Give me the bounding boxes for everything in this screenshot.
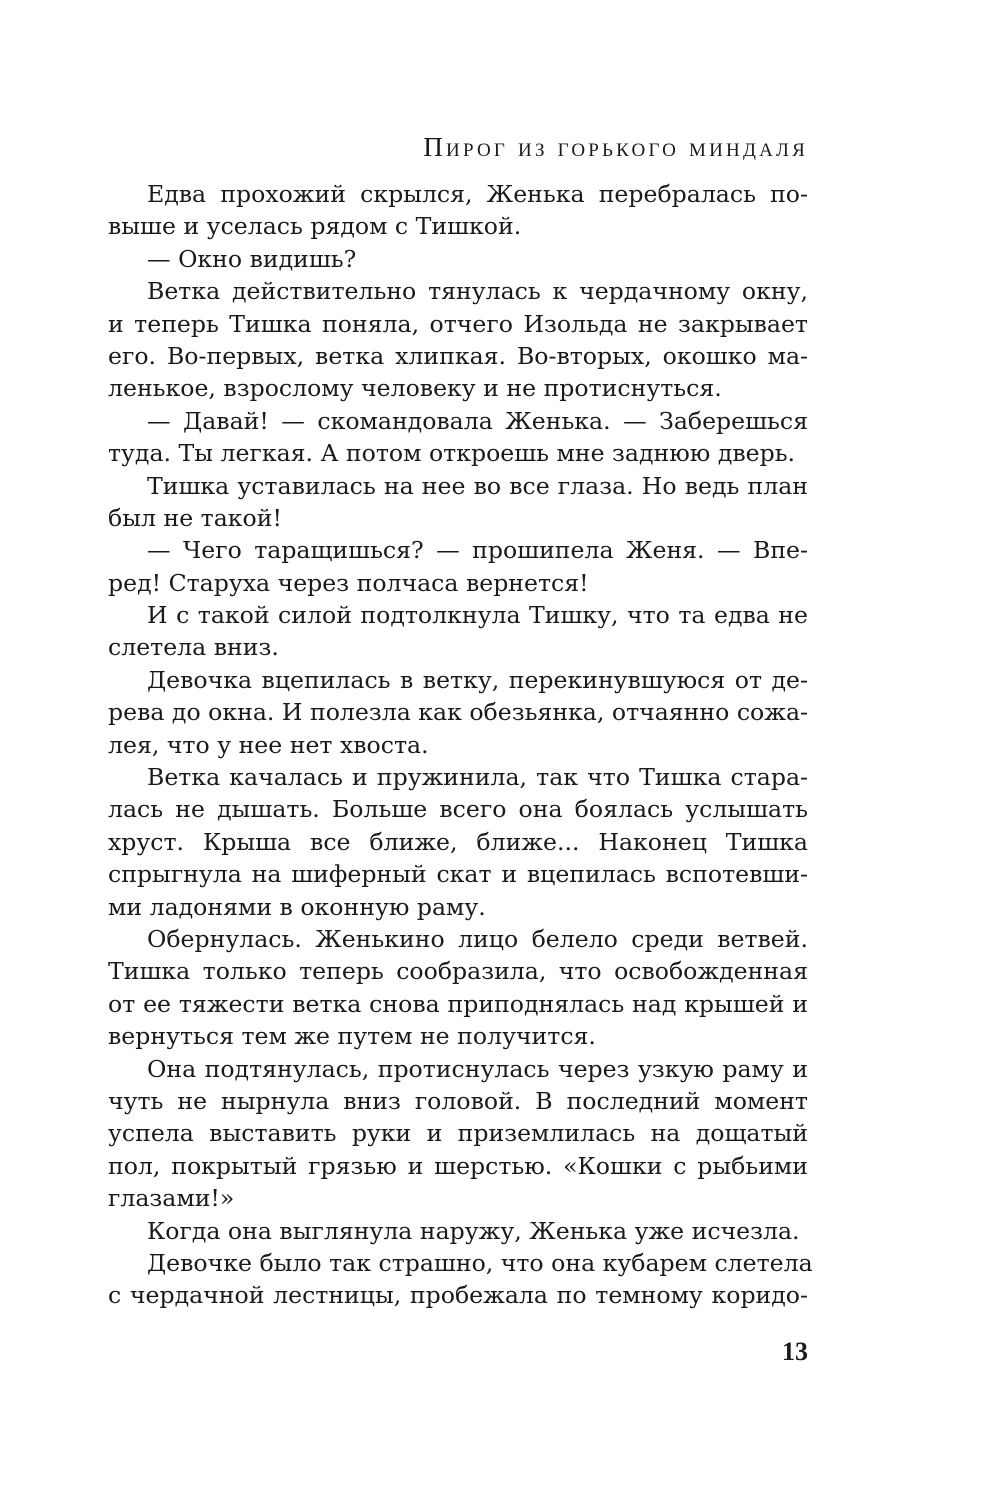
text-line: — Чего таращишься? — прошипела Женя. — Впе- <box>147 536 808 565</box>
text-line: — Давай! — скомандовала Женька. — Заберешься <box>147 406 808 435</box>
text-line: выше и уселась рядом с Тишкой. <box>108 212 522 241</box>
text-line: Тишка уставилась на нее во все глаза. Но ведь план <box>147 471 808 500</box>
body-text <box>108 178 813 1312</box>
text-line: Едва прохожий скрылся, Женька перебралась по- <box>147 180 808 208</box>
text-line: туда. Ты легкая. А потом откроешь мне заднюю дверь. <box>108 439 796 468</box>
text-line: вернуться тем же путем не получится. <box>108 1022 596 1051</box>
text-line: — Окно видишь? <box>147 244 357 273</box>
text-line: лея, что у нее нет хвоста. <box>108 730 429 759</box>
text-line: ред! Старуха через полчаса вернется! <box>108 568 589 597</box>
text-line: Ветка действительно тянулась к чердачному окну, <box>147 277 808 306</box>
text-line: его. Во-первых, ветка хлипкая. Во-вторых, окошко ма- <box>108 341 808 370</box>
text-line: ми ладонями в оконную раму. <box>108 892 486 921</box>
text-line: хруст. Крыша все ближе, ближе... Наконец Тишка <box>108 827 808 856</box>
text-line: ленькое, взрослому человеку и не протиснуться. <box>108 374 722 403</box>
text-line: Обернулась. Женькино лицо белело среди ветвей. <box>147 924 808 953</box>
text-line: Ветка качалась и пружинила, так что Тишка стара- <box>147 763 808 792</box>
text-line: Тишка только теперь сообразила, что освобожденная <box>108 957 808 986</box>
page-number: 13 <box>782 1337 808 1366</box>
text-line: рева до окна. И полезла как обезьянка, отчаянно сожа- <box>108 698 808 727</box>
text-line: пол, покрытый грязью и шерстью. «Кошки с рыбьими <box>108 1151 808 1180</box>
text-line: успела выставить руки и приземлилась на дощатый <box>108 1119 808 1148</box>
text-line: слетела вниз. <box>108 633 279 662</box>
text-line: И с такой силой подтолкнула Тишку, что та едва не <box>147 601 808 630</box>
text-line: был не такой! <box>108 503 282 532</box>
text-line: глазами!» <box>108 1184 235 1213</box>
text-line: Она подтянулась, протиснулась через узкую раму и <box>147 1054 808 1083</box>
text-line: чуть не нырнула вниз головой. В последний момент <box>108 1086 808 1115</box>
text-line: Девочка вцепилась в ветку, перекинувшуюся от де- <box>147 665 808 694</box>
text-line: и теперь Тишка поняла, отчего Изольда не закрывает <box>108 309 808 338</box>
text-line: от ее тяжести ветка снова приподнялась над крышей и <box>108 989 808 1018</box>
text-line: с чердачной лестницы, пробежала по темному коридо- <box>108 1281 808 1310</box>
text-line: лась не дышать. Больше всего она боялась услышать <box>108 795 808 824</box>
running-header: Пирог из горького миндаля <box>423 132 808 162</box>
text-line: спрыгнула на шиферный скат и вцепилась вспотевши- <box>108 860 808 889</box>
text-line: Когда она выглянула наружу, Женька уже исчезла. <box>147 1216 800 1245</box>
text-line: Девочке было так страшно, что она кубарем слетела <box>147 1248 813 1277</box>
